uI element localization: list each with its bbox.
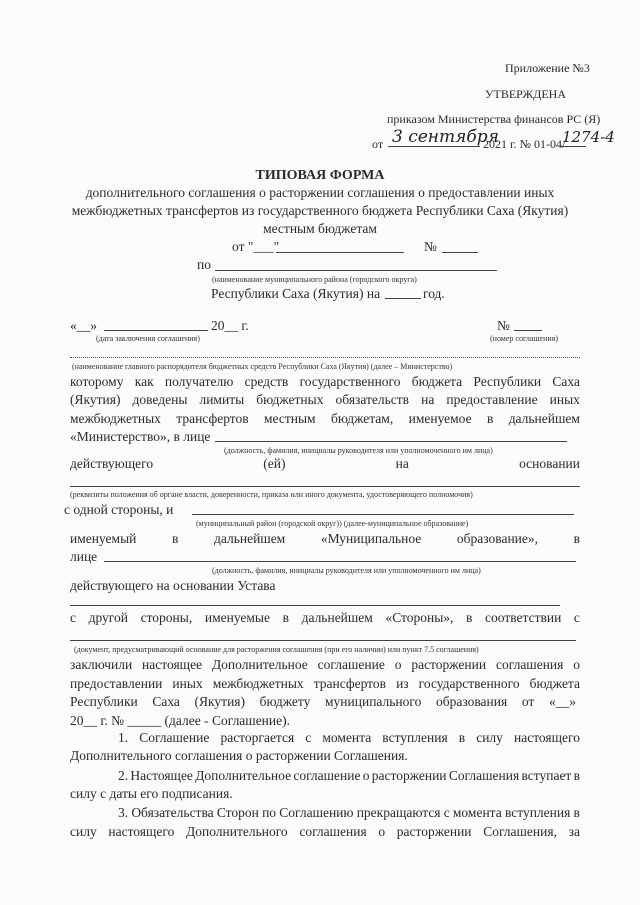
word: с [573,610,580,625]
word: (ей) [263,456,286,471]
word: (Якутия) [194,694,245,709]
person2-line [104,561,576,562]
republic-year-label: год. [423,286,445,301]
word: в [573,805,580,820]
word: «Стороны», [385,610,454,625]
order-date-line [388,146,480,147]
word: на [395,456,409,471]
item-1-line-2: Дополнительного соглашения о расторжении Соглашения. [70,748,408,763]
word: в [573,531,580,546]
word: бюджету [259,694,311,709]
word: заключили [70,657,133,672]
word: 1. [118,730,129,745]
po-caption: (наименование муниципального района (городского округа) [212,275,417,284]
word: доведены [132,392,188,407]
word: расторжении [371,768,447,783]
word: Настоящее [130,768,193,783]
word: о [378,824,386,839]
word: «Муниципальное [320,531,422,546]
paragraph-line-8: лице [70,549,98,564]
word: по [262,805,277,820]
order-year: 2021 г. № 01-04/ [483,137,566,151]
order-number-line [560,146,586,147]
word: дальнейшем [508,411,580,426]
word: обязательств [335,392,410,407]
approved-label: УТВЕРЖДЕНА [485,87,567,101]
po-line [215,270,497,271]
word: средств [244,374,289,389]
word: государственного [299,374,401,389]
word: предоставлении [70,676,163,691]
person2-caption: (должность, фамилия, инициалы руководителя или уполномоченного им лица) [212,566,481,575]
word: «__» [548,694,576,709]
word: настоящего [514,730,580,745]
title-date-quote: от "___" [232,239,280,254]
word: с [305,730,312,745]
order-number-handwritten: 1274-4 [562,128,615,146]
word: из [396,676,409,691]
word: основании [519,456,580,471]
title-number-label: № [424,239,437,254]
word: стороны, [140,610,193,625]
item-1-line-1 [118,730,580,746]
paragraph-line-4: «Министерство», в лице [70,429,211,444]
word: за [568,824,580,839]
word: иных [549,392,580,407]
paragraph-line-11 [70,657,580,673]
word: именуемое [408,411,472,426]
word: о [362,768,370,783]
word: в [573,768,580,783]
item-3-line-1 [118,805,580,821]
word: с [443,805,450,820]
word: Сторон [216,805,259,820]
title-number-line [442,252,478,253]
paragraph-line-9: действующего на основании Устава [70,578,276,593]
word: момента [322,730,372,745]
word: дальнейшем [213,531,286,546]
word: (Якутия) [70,392,121,407]
word: на [421,392,435,407]
word: в [282,610,289,625]
document-caption: (документ, предусматривающий основание для расторжения соглашения (при его наличии) или пункт 7.5 соглашения) [74,645,479,654]
title-line-1: дополнительного соглашения о расторжении соглашения о предоставлении иных [85,185,555,200]
republic-label: Республики Саха (Якутия) на [211,286,381,301]
word: муниципального [325,694,422,709]
paragraph-line-1 [70,374,580,390]
word: бюджета [411,374,463,389]
republic-year-line [385,298,421,299]
word: Соглашения [448,768,520,783]
word: предоставление [446,392,538,407]
word: в [458,730,466,745]
word: трансфертов [313,676,387,691]
requisites-line [70,486,580,487]
paragraph-line-6: с одной стороны, и [64,502,174,517]
requisites-caption: (реквизиты положения об органе власти, доверенности, приказа или иного документа, удостоверяющего полномочия) [70,490,473,499]
date-quote: «__» [70,318,97,333]
word: дальнейшем [301,610,373,625]
word: вступления [382,730,448,745]
agreement-number-line [514,330,542,331]
word: в [172,531,179,546]
municipal-caption: (муниципальный район (городской округ)) (далее-муниципальное образование) [196,519,469,528]
form-title: ТИПОВАЯ ФОРМА [255,168,385,183]
word: Обязательства [131,805,214,820]
word: расторгается [220,730,295,745]
date-year: 20__ г. [211,318,249,333]
word: образование», [456,531,539,546]
word: 3. [118,805,129,820]
word: Дополнительное [211,657,308,672]
word: трансфертов [176,411,249,426]
word: расторжении [411,657,487,672]
paragraph-line-2 [70,392,580,408]
word: в [486,411,494,426]
word: силу [70,824,97,839]
word: соглашения [299,824,367,839]
word: в [466,610,473,625]
word: действующего [70,456,154,471]
word: иных [172,676,203,691]
document-line [70,640,576,641]
paragraph-line-5 [70,456,580,472]
word: соглашение [293,768,361,783]
word: Саха [152,694,180,709]
word: бюджетам, [330,411,394,426]
number-caption: (номер соглашения) [490,334,558,343]
order-from: от [372,137,384,151]
word: бюджетных [256,392,324,407]
paragraph-line-10 [70,610,580,626]
paragraph-line-3 [70,411,580,427]
word: образования [436,694,508,709]
word: соответствии [485,610,562,625]
item-2-line-1 [118,768,580,784]
word: Соглашения, [483,824,557,839]
municipal-line [192,514,574,515]
word: другой [88,610,128,625]
word: как [134,374,154,389]
word: местным [264,411,316,426]
title-line-3: местным бюджетам [263,221,377,236]
title-date-line [276,252,404,253]
date-line [104,330,208,331]
word: момента [452,805,502,820]
word: прекращаются [356,805,441,820]
word: Соглашению [279,805,354,820]
word: Саха [552,374,580,389]
word: от [521,694,535,709]
person1-caption: (должность, фамилия, инициалы руководителя или уполномоченного им лица) [224,446,493,455]
word: именуемые [204,610,270,625]
word: межбюджетных [212,676,304,691]
word: с [70,610,76,625]
word: соглашения [495,657,564,672]
word: настоящего [108,824,175,839]
word: 2. [118,768,129,783]
po-label: по [197,257,211,272]
word: Республики [473,374,542,389]
word: Соглашение [139,730,210,745]
word: о [573,657,580,672]
word: соглашение [317,657,385,672]
appendix-label: Приложение №3 [505,61,590,75]
title-line-2: межбюджетных трансфертов из государственного бюджета Республики Саха (Якутия) [71,203,569,218]
paragraph-line-12 [70,676,580,692]
order-date-handwritten: 3 сентября [392,127,499,147]
word: Республики [70,694,138,709]
item-3-line-2 [70,824,580,840]
word: о [394,657,402,672]
word: расторжении [396,824,472,839]
word: именуемый [70,531,137,546]
agreement-number-label: № [497,318,510,333]
word: получателю [164,374,234,389]
person1-line [215,441,567,442]
word: настоящее [142,657,203,672]
word: бюджета [529,676,580,691]
ministry-line [70,357,580,358]
date-caption: (дата заключения соглашения) [96,334,200,343]
word: межбюджетных [70,411,161,426]
word: силу [476,730,503,745]
ministry-caption: (наименование главного распорядителя бюджетных средств Республики Саха (Якутия) (далее – Министерство) [72,362,453,371]
word: Дополнительного [186,824,288,839]
paragraph-line-14: 20__ г. № _____ (далее - Соглашение). [70,713,290,728]
item-2-line-2: силу с даты его подписания. [70,786,233,801]
paragraph-line-13 [70,694,576,710]
word: лимиты [199,392,245,407]
paragraph-line-7 [70,531,580,547]
basis-line [70,605,560,606]
word: вступления [504,805,571,820]
word: Дополнительное [195,768,292,783]
word: государственного [418,676,520,691]
order-label: приказом Министерства финансов РС (Я) [387,112,601,126]
word: которому [70,374,124,389]
word: вступает [521,768,572,783]
